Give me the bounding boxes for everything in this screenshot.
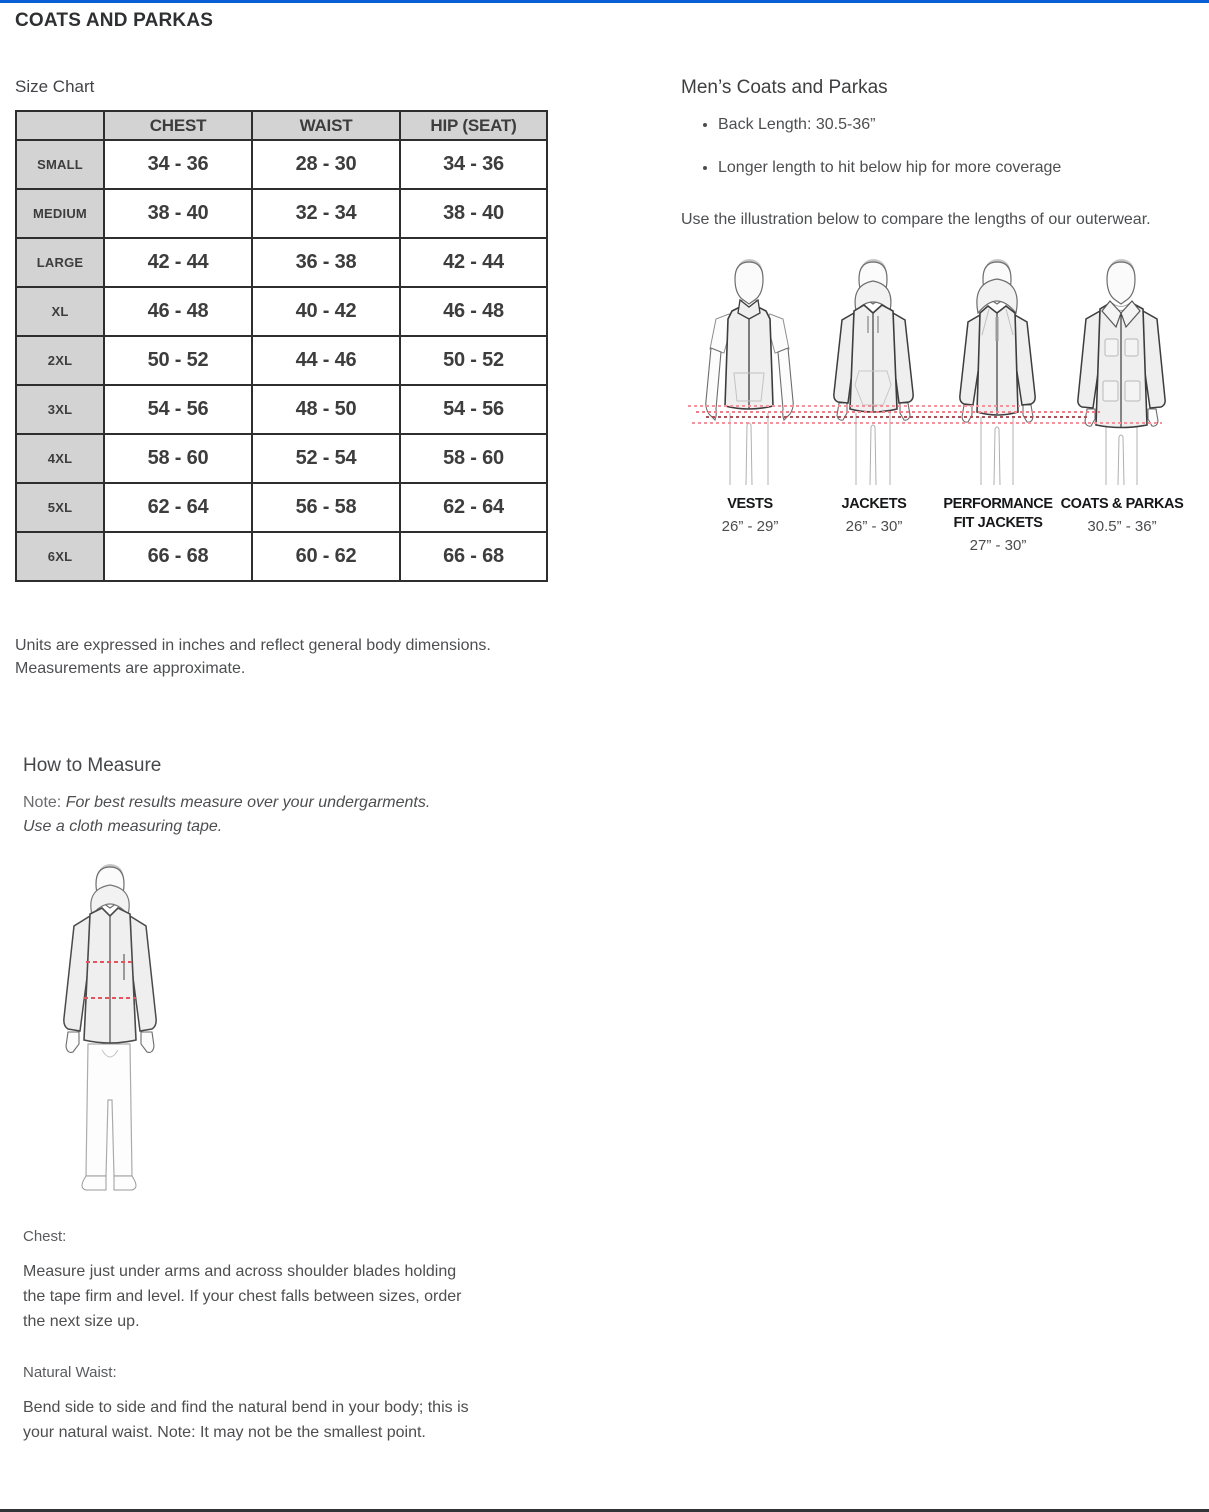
column-header-waist: WAIST [252,111,400,140]
hip-value: 62 - 64 [400,483,547,532]
figures-row [688,253,1184,485]
table-row [16,336,547,385]
natural-waist-section-text: Bend side to side and find the natural bend in your body; this is your natural waist. Note: It may not be the smallest point. [23,1399,469,1441]
jackets-range: 26” - 30” [845,517,903,535]
table-header-row [16,111,547,140]
units-footnote: Units are expressed in inches and reflect general body dimensions. Measurements are approximate. [15,637,491,678]
chest-value: 34 - 36 [104,140,252,189]
details-bullet-list [700,116,1180,202]
bullet-back-length: • Back Length: 30.5-36” [718,116,1180,134]
chest-value: 66 - 68 [104,532,252,581]
garment-labels-row [688,495,1184,554]
jacket-figure-illustration [812,253,936,485]
waist-value: 40 - 42 [252,287,400,336]
performance-jackets-label: PERFORMANCE FIT JACKETS [943,496,1053,531]
vests-label: VESTS [727,496,773,512]
size-label: MEDIUM [16,189,104,238]
chest-value: 46 - 48 [104,287,252,336]
note-text: For best results measure over your undergarments. Use a cloth measuring tape. [23,794,431,835]
mens-coats-heading: Men’s Coats and Parkas [681,77,888,98]
hip-value: 50 - 52 [400,336,547,385]
size-label: 2XL [16,336,104,385]
table-row [16,385,547,434]
jacket-figure-svg [812,253,936,485]
table-row [16,140,547,189]
hem-guide-line [706,416,1088,418]
waist-value: 36 - 38 [252,238,400,287]
hip-value: 42 - 44 [400,238,547,287]
performance-jacket-figure-illustration [936,253,1060,485]
performance-jackets-range: 27” - 30” [969,536,1027,554]
size-label: 4XL [16,434,104,483]
measure-figure-svg [28,858,193,1193]
coat-parka-figure-svg [1060,253,1184,485]
bullet-longer-length: • Longer length to hit below hip for more coverage [718,159,1180,177]
measure-figure-illustration [28,858,193,1193]
illustration-instruction: Use the illustration below to compare the lengths of our outerwear. [681,211,1151,228]
note-label: Note: [23,794,62,811]
table-row [16,189,547,238]
size-label: LARGE [16,238,104,287]
waist-value: 28 - 30 [252,140,400,189]
how-to-measure-heading: How to Measure [23,755,162,776]
size-label: XL [16,287,104,336]
waist-value: 56 - 58 [252,483,400,532]
waist-value: 44 - 46 [252,336,400,385]
natural-waist-section-label: Natural Waist: [23,1364,117,1381]
column-header-chest: CHEST [104,111,252,140]
chest-section-label: Chest: [23,1228,67,1245]
size-chart-heading: Size Chart [15,77,95,96]
top-accent-bar [0,0,1209,3]
size-label: SMALL [16,140,104,189]
column-header-hip: HIP (SEAT) [400,111,547,140]
table-row [16,434,547,483]
table-row [16,483,547,532]
page-title: COATS AND PARKAS [15,10,214,31]
chest-value: 58 - 60 [104,434,252,483]
performance-jacket-figure-svg [936,253,1060,485]
coats-parkas-range: 30.5” - 36” [1087,517,1157,535]
waist-value: 60 - 62 [252,532,400,581]
hem-guide-line [688,405,1020,407]
vest-figure-svg [688,253,812,485]
performance-jackets-label-cell [936,495,1060,554]
chest-section-text: Measure just under arms and across shoulder blades holding the tape firm and level. If your chest falls between sizes, order the next size up. [23,1263,462,1330]
size-label: 3XL [16,385,104,434]
size-label: 5XL [16,483,104,532]
hip-value: 38 - 40 [400,189,547,238]
jackets-label: JACKETS [841,496,907,512]
waist-value: 32 - 34 [252,189,400,238]
hem-guide-line [692,422,1162,424]
how-to-measure-note [23,791,455,839]
coat-parka-figure-illustration [1060,253,1184,485]
hip-value: 46 - 48 [400,287,547,336]
size-label: 6XL [16,532,104,581]
chest-value: 38 - 40 [104,189,252,238]
chest-value: 54 - 56 [104,385,252,434]
waist-value: 48 - 50 [252,385,400,434]
chest-value: 42 - 44 [104,238,252,287]
hip-value: 54 - 56 [400,385,547,434]
waist-value: 52 - 54 [252,434,400,483]
vests-label-cell [688,495,812,554]
coats-parkas-label-cell [1060,495,1184,554]
hip-value: 34 - 36 [400,140,547,189]
coats-parkas-label: COATS & PARKAS [1060,496,1184,512]
hip-value: 66 - 68 [400,532,547,581]
chest-value: 50 - 52 [104,336,252,385]
jackets-label-cell [812,495,936,554]
size-chart-table [15,110,548,582]
table-row [16,532,547,581]
table-row [16,238,547,287]
table-row [16,287,547,336]
vests-range: 26” - 29” [721,517,779,535]
hip-value: 58 - 60 [400,434,547,483]
vest-figure-illustration [688,253,812,485]
hem-guide-line [696,411,1100,413]
length-comparison-illustration [688,253,1184,554]
chest-value: 62 - 64 [104,483,252,532]
corner-cell [16,111,104,140]
